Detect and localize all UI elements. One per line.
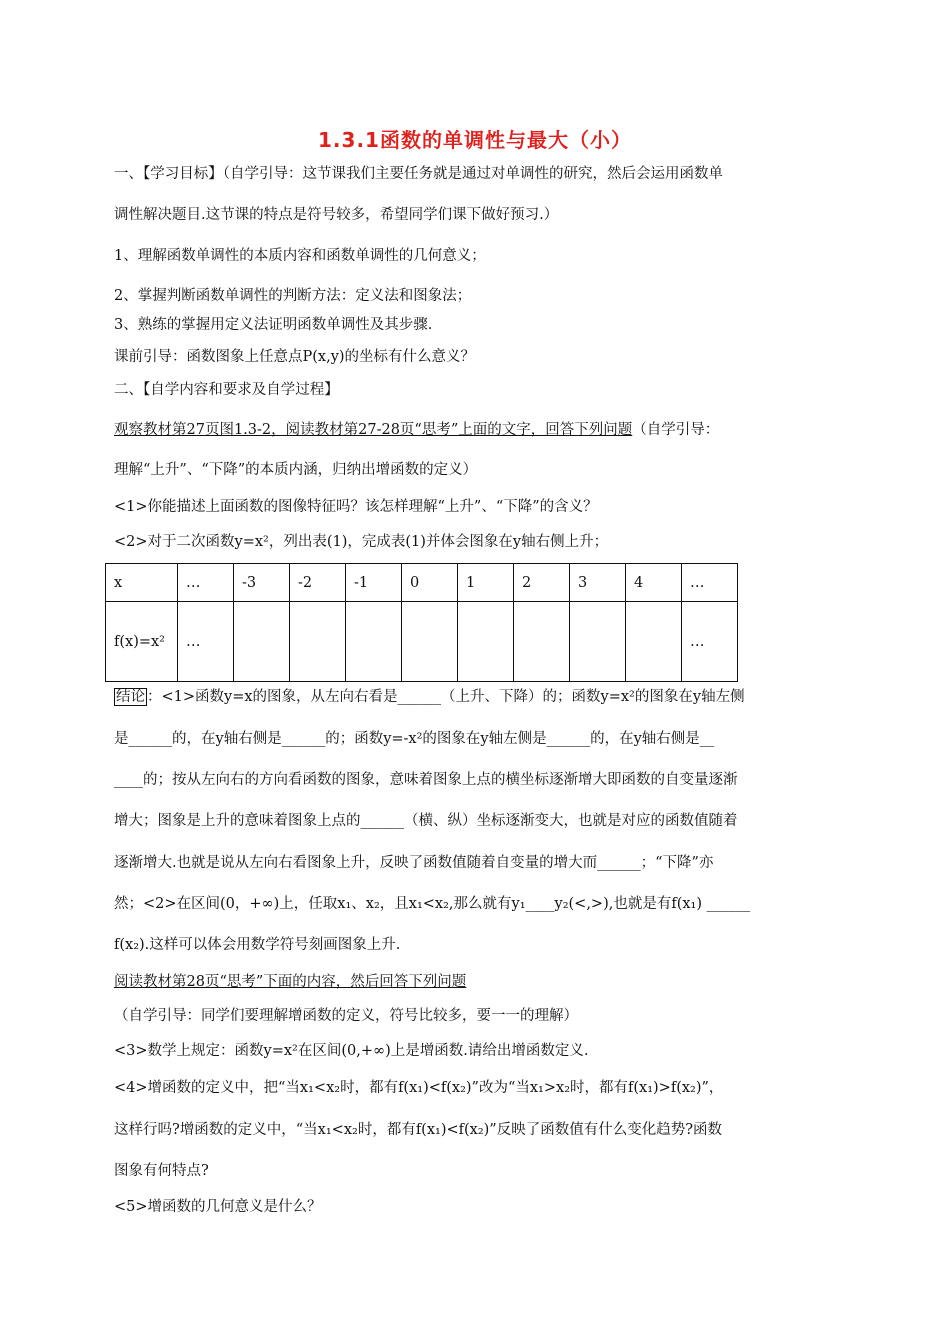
table-cell: … — [682, 602, 738, 682]
table-cell: … — [682, 564, 738, 602]
table-cell: x — [106, 564, 178, 602]
table-cell: … — [178, 564, 234, 602]
table-cell: 0 — [402, 564, 458, 602]
reading-instruction-1-cont: 理解“上升”、“下降”的本质内涵，归纳出增函数的定义） — [114, 462, 478, 478]
conclusion-line-6: 然；<2>在区间(0，+∞)上，任取x₁、x₂，且x₁<x₂,那么就有y₁____y₂(<,>),也就是有f(x₁) ______ — [114, 896, 751, 912]
goal-2: 2、掌握判断函数单调性的判断方法：定义法和图象法； — [114, 288, 472, 304]
pre-class-question: 课前引导：函数图象上任意点P(x,y)的坐标有什么意义？ — [114, 349, 476, 365]
question-4-line-1: <4>增函数的定义中，把“当x₁<x₂时，都有f(x₁)<f(x₂)”改为“当x₁>x₂时，都有f(x₁)>f(x₂)”， — [114, 1080, 724, 1096]
conclusion-line-4: 增大；图象是上升的意味着图象上点的______（横、纵）坐标逐渐变大，也就是对应的函数值随着 — [114, 813, 738, 829]
table-cell — [626, 602, 682, 682]
values-table — [105, 563, 738, 682]
reading-instruction-1 — [114, 420, 840, 440]
table-row-fx — [106, 602, 738, 682]
table-cell — [234, 602, 290, 682]
table-cell — [402, 602, 458, 682]
table-cell — [290, 602, 346, 682]
table-cell: 4 — [626, 564, 682, 602]
goal-1: 1、理解函数单调性的本质内容和函数单调性的几何意义； — [114, 248, 486, 264]
question-4-line-2: 这样行吗?增函数的定义中，“当x₁<x₂时，都有f(x₁)<f(x₂)”反映了函数值有什么变化趋势?函数 — [114, 1122, 722, 1138]
table-cell: -1 — [346, 564, 402, 602]
section1-guide-a: （自学引导：这节课我们主要任务就是通过对单调性的研究，然后会运用函数单 — [222, 166, 723, 182]
question-5: <5>增函数的几何意义是什么？ — [114, 1199, 322, 1215]
question-4-line-3: 图象有何特点? — [114, 1163, 209, 1179]
section1-heading: 一、【学习目标】 — [114, 166, 223, 182]
conclusion-line-3: ____的；按从左向右的方向看函数的图象，意味着图象上点的横坐标逐渐增大即函数的自变量逐渐 — [114, 772, 738, 788]
reading-instruction-guide: （自学引导： — [632, 422, 720, 438]
table-cell: 3 — [570, 564, 626, 602]
page-title: 1.3.1函数的单调性与最大（小） — [318, 128, 632, 152]
reading-guide-2: （自学引导：同学们要理解增函数的定义，符号比较多，要一一的理解） — [114, 1008, 578, 1024]
table-cell — [458, 602, 514, 682]
table-cell: -2 — [290, 564, 346, 602]
section1-intro — [114, 164, 840, 184]
conclusion-label: 结论 — [116, 689, 145, 705]
table-cell: 1 — [458, 564, 514, 602]
goal-3: 3、熟练的掌握用定义法证明函数单调性及其步骤. — [114, 317, 433, 333]
table-cell: -3 — [234, 564, 290, 602]
conclusion-line-5: 逐渐增大.也就是说从左向右看图象上升，反映了函数值随着自变量的增大而______；“下降”亦 — [114, 855, 714, 871]
section2-heading: 二、【自学内容和要求及自学过程】 — [114, 382, 339, 398]
conclusion-line-7: f(x₂).这样可以体会用数学符号刻画图象上升. — [114, 937, 401, 953]
table-row-x — [106, 564, 738, 602]
section1-guide-b: 调性解决题目.这节课的特点是符号较多，希望同学们课下做好预习.） — [114, 207, 559, 223]
question-2: <2>对于二次函数y=x²，列出表(1)，完成表(1)并体会图象在y轴右侧上升； — [114, 534, 609, 550]
question-3: <3>数学上规定：函数y=x²在区间(0,+∞)上是增函数.请给出增函数定义. — [114, 1043, 589, 1059]
table-cell: 2 — [514, 564, 570, 602]
conclusion-line-2: 是______的，在y轴右侧是______的；函数y=-x²的图象在y轴左侧是______的，在y轴右侧是__ — [114, 731, 715, 747]
table-row-label: f(x)=x² — [106, 602, 178, 682]
table-cell: … — [178, 602, 234, 682]
conclusion-line-1 — [114, 687, 840, 707]
conclusion-text-1: ：<1>函数y=x的图象，从左向右看是______（上升、下降）的；函数y=x²的图象在y轴左侧 — [147, 689, 745, 705]
reading-instruction-underlined: 观察教材第27页图1.3-2，阅读教材第27-28页“思考”上面的文字，回答下列问题 — [114, 422, 633, 438]
table-cell — [570, 602, 626, 682]
table-cell — [346, 602, 402, 682]
reading-instruction-2: 阅读教材第28页“思考”下面的内容，然后回答下列问题 — [114, 974, 467, 990]
table-cell — [514, 602, 570, 682]
question-1: <1>你能描述上面函数的图像特征吗？该怎样理解“上升”、“下降”的含义？ — [114, 499, 598, 515]
